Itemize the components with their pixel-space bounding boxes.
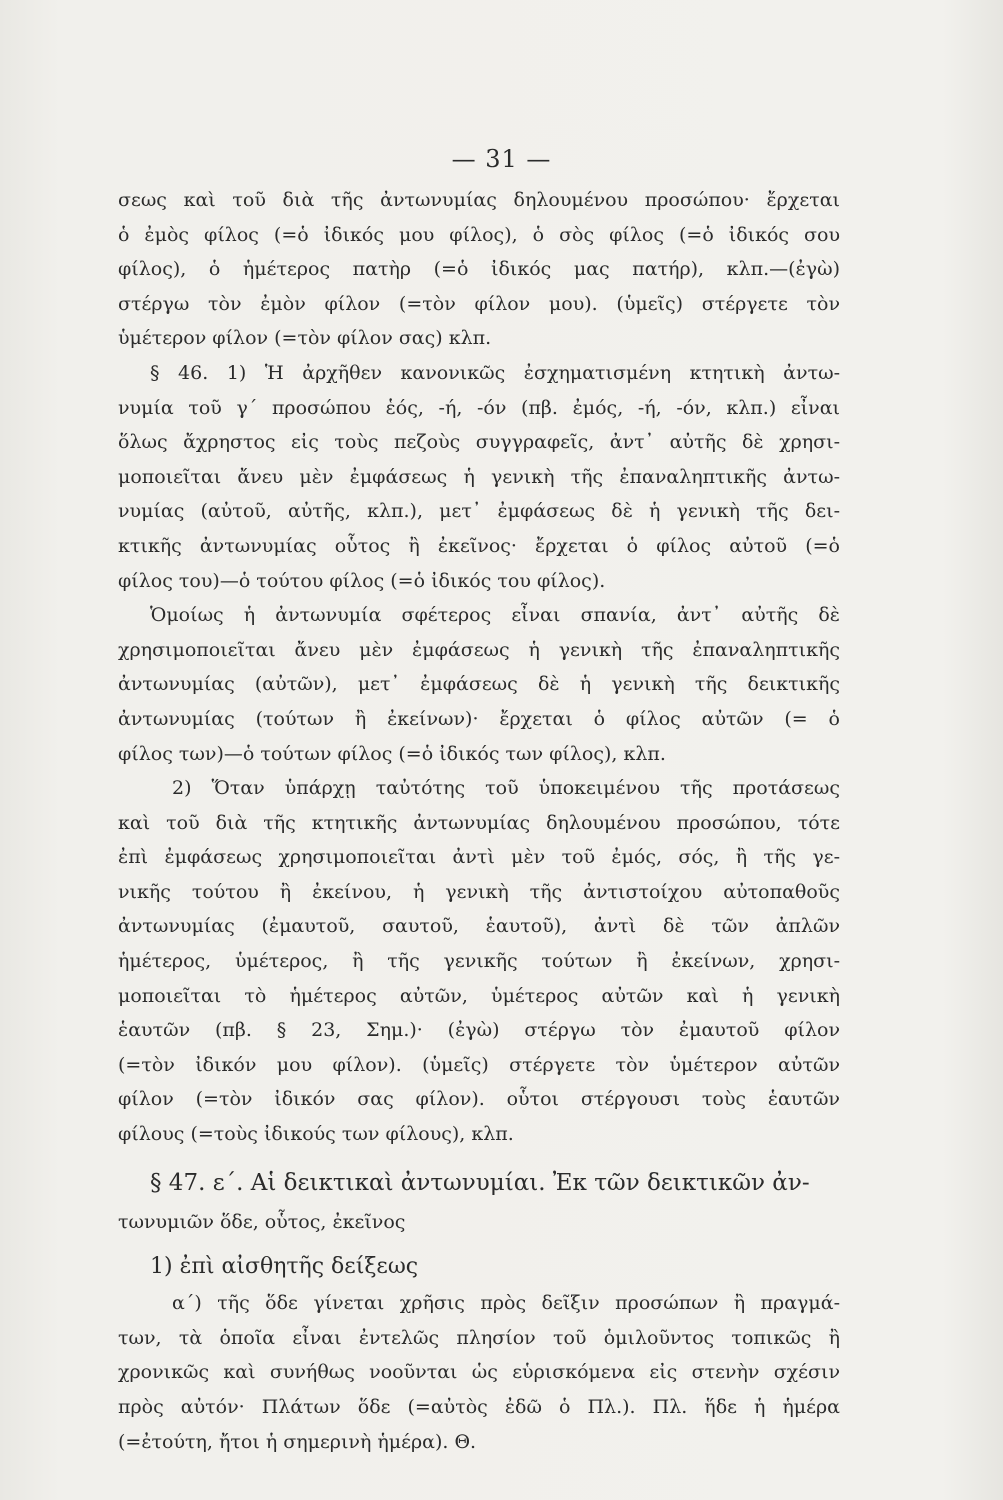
subsection-heading: 1) ἐπὶ αἰσθητῆς δείξεως (150, 1254, 419, 1280)
text-line: κτικῆς ἀντωνυμίας οὗτος ἢ ἐκεῖνος· ἔρχεται ὁ φίλος αὐτοῦ (=ὁ (118, 534, 840, 557)
section-gap (118, 1239, 840, 1248)
text-line: πρὸς αὐτόν· Πλάτων ὅδε (=αὐτὸς ἐδῶ ὁ Πλ.). Πλ. ἥδε ἡ ἡμέρα (118, 1396, 840, 1418)
text-line: φίλος των)—ὁ τούτων φίλος (=ὁ ἰδικός των φίλος), κλπ. (118, 742, 666, 765)
text-line: φίλους (=τοὺς ἰδικούς των φίλους), κλπ. (118, 1123, 514, 1146)
text-line: χρησιμοποιεῖται ἄνευ μὲν ἐμφάσεως ἡ γενικὴ τῆς ἐπαναληπτικῆς (118, 638, 840, 661)
section-47-title: § 47. ε΄. Αἱ δεικτικαὶ ἀντωνυμίαι. (150, 1169, 546, 1196)
text-line: των, τὰ ὁποῖα εἶναι ἐντελῶς πλησίον τοῦ ὁμιλοῦντος τοπικῶς ἢ (118, 1326, 840, 1349)
section-47-heading (118, 1161, 840, 1205)
paragraph-first-line: 2) Ὅταν ὑπάρχῃ ταὐτότης τοῦ ὑποκειμένου τῆς προτάσεως (172, 777, 840, 800)
text-line: χρονικῶς καὶ συνήθως νοοῦνται ὡς εὑρισκόμενα εἰς στενὴν σχέσιν (118, 1361, 840, 1384)
text-line: ὑμέτερον φίλον (=τὸν φίλον σας) κλπ. (118, 327, 492, 350)
text-line: ἑαυτῶν (πβ. § 23, Σημ.)· (ἐγὼ) στέργω τὸν ἐμαυτοῦ φίλον (118, 1019, 840, 1042)
text-line: ἀντωνυμίας (αὐτῶν), μετ᾽ ἐμφάσεως δὲ ἡ γενικὴ τῆς δεικτικῆς (118, 673, 840, 696)
section-47-intro: Ἐκ τῶν δεικτικῶν ἀν- (552, 1169, 810, 1196)
text-line: ὁ ἐμὸς φίλος (=ὁ ἰδικός μου φίλος), ὁ σὸς φίλος (=ὁ ἰδικός σου (118, 223, 840, 246)
text-line: νυμίας (αὐτοῦ, αὐτῆς, κλπ.), μετ᾽ ἐμφάσεως δὲ ἡ γενικὴ τῆς δει- (118, 500, 840, 523)
text-line: τωνυμιῶν ὅδε, οὗτος, ἐκεῖνος (118, 1210, 406, 1233)
text-line: μοποιεῖται τὸ ἡμέτερος αὐτῶν, ὑμέτερος αὐτῶν καὶ ἡ γενικὴ (118, 984, 840, 1007)
text-line: νυμία τοῦ γ΄ προσώπου ἑός, -ή, -όν (πβ. ἐμός, -ή, -όν, κλπ.) εἶναι (118, 396, 840, 419)
text-line: μοποιεῖται ἄνευ μὲν ἐμφάσεως ἡ γενικὴ τῆς ἐπαναληπτικῆς ἀντω- (118, 465, 840, 488)
text-line: φίλος του)—ὁ τούτου φίλος (=ὁ ἰδικός του φίλος). (118, 569, 606, 592)
body-text (118, 183, 840, 1459)
paragraph-first-line: Ὁμοίως ἡ ἀντωνυμία σφέτερος εἶναι σπανία, ἀντ᾽ αὐτῆς δὲ (150, 604, 840, 627)
section-46-first-line: § 46. 1) Ἡ ἀρχῆθεν κανονικῶς ἐσχηματισμένη κτητικὴ ἀντω- (150, 361, 840, 384)
text-line: καὶ τοῦ διὰ τῆς κτητικῆς ἀντωνυμίας δηλουμένου προσώπου, τότε (118, 811, 840, 834)
text-line: στέργω τὸν ἐμὸν φίλον (=τὸν φίλον μου). (ὑμεῖς) στέργετε τὸν (118, 292, 840, 315)
text-line: ἐπὶ ἐμφάσεως χρησιμοποιεῖται ἀντὶ μὲν τοῦ ἐμός, σός, ἢ τῆς γε- (118, 846, 840, 869)
text-line: σεως καὶ τοῦ διὰ τῆς ἀντωνυμίας δηλουμένου προσώπου· ἔρχεται (118, 189, 840, 211)
page-number: — 31 — (451, 145, 552, 173)
text-line: φίλος), ὁ ἡμέτερος πατὴρ (=ὁ ἰδικός μας πατήρ), κλπ.—(ἐγὼ) (118, 258, 840, 281)
paragraph-first-line: α΄) τῆς ὅδε γίνεται χρῆσις πρὸς δεῖξιν προσώπων ἢ πραγμά- (172, 1292, 840, 1315)
text-line: (=ἐτούτη, ἤτοι ἡ σημερινὴ ἡμέρα). Θ. (118, 1430, 477, 1453)
text-line: ἀντωνυμίας (τούτων ἢ ἐκείνων)· ἔρχεται ὁ φίλος αὐτῶν (= ὁ (118, 707, 840, 730)
text-line: νικῆς τούτου ἢ ἐκείνου, ἡ γενικὴ τῆς ἀντιστοίχου αὐτοπαθοῦς (118, 880, 840, 903)
text-line: ἀντωνυμίας (ἐμαυτοῦ, σαυτοῦ, ἑαυτοῦ), ἀντὶ δὲ τῶν ἀπλῶν (118, 915, 840, 938)
text-line: (=τὸν ἰδικόν μου φίλον). (ὑμεῖς) στέργετε τὸν ὑμέτερον αὐτῶν (118, 1053, 840, 1076)
text-line: φίλον (=τὸν ἰδικόν σας φίλον). οὗτοι στέργουσι τοὺς ἑαυτῶν (118, 1088, 840, 1111)
text-line: ὅλως ἄχρηστος εἰς τοὺς πεζοὺς συγγραφεῖς, ἀντ᾽ αὐτῆς δὲ χρησι- (118, 431, 840, 454)
text-line: ἡμέτερος, ὑμέτερος, ἢ τῆς γενικῆς τούτων ἢ ἐκείνων, χρησι- (118, 950, 840, 973)
section-gap (118, 1152, 840, 1161)
